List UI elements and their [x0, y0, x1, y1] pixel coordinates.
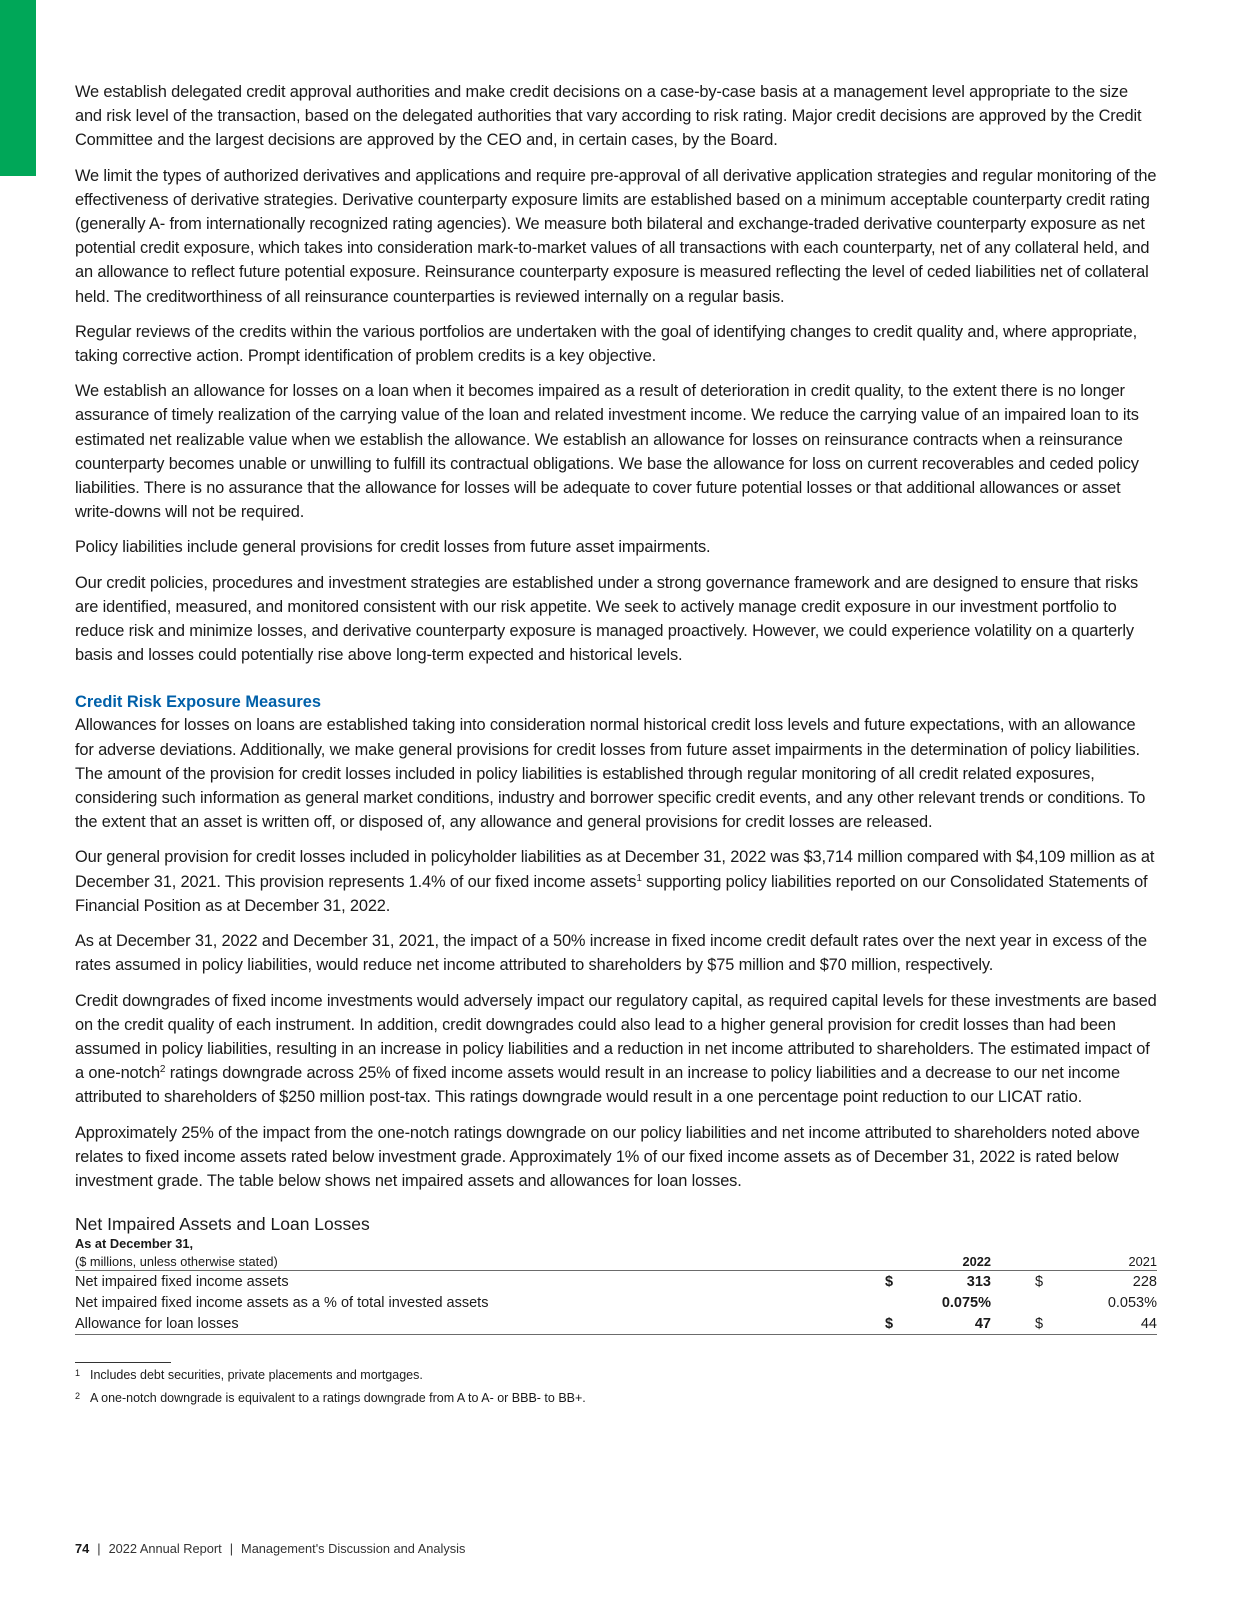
table-title: Net Impaired Assets and Loan Losses [75, 1214, 370, 1235]
section-heading-credit-risk: Credit Risk Exposure Measures [75, 693, 321, 712]
footnote-1 [75, 1363, 1157, 1386]
footer-separator: | [229, 1541, 234, 1556]
header-spacer [1035, 1252, 1059, 1271]
paragraph-regular-reviews: Regular reviews of the credits within the various portfolios are undertaken with the goal of identifying changes to credit quality and, where appropriate, taking corrective action. Prompt identification of problem credits is a key objective. [75, 322, 1138, 366]
row-label: Net impaired fixed income assets [75, 1273, 289, 1290]
footnote-ref: 2 [159, 1064, 166, 1076]
value-2021: 228 [1132, 1273, 1157, 1290]
footnote-ref: 1 [636, 872, 642, 884]
green-accent-bar [0, 0, 36, 176]
paragraph-credit-approval: We establish delegated credit approval authorities and make credit decisions on a case-by-case basis at a management level appropriate to the size and risk level of the transaction, based on the delegated authorities that vary according to risk rating. Major credit decisions are approved by the Credit Committee and the largest decisions are approved by the CEO and, in certain cases, by the Board. [75, 83, 1142, 150]
table-row [75, 1313, 1157, 1335]
currency-symbol [1035, 1292, 1059, 1313]
footnote-mark: 2 [75, 1391, 81, 1402]
main-content [75, 80, 1157, 1409]
value-2022: 0.075% [941, 1294, 991, 1311]
table-as-at: As at December 31, [75, 1236, 194, 1252]
cell-spacer [991, 1313, 1035, 1335]
row-label: Net impaired fixed income assets as a % of total invested assets [75, 1294, 489, 1311]
paragraph-policy-liabilities: Policy liabilities include general provisions for credit losses from future asset impairments. [75, 538, 711, 557]
table-row [75, 1271, 1157, 1293]
text-span: supporting policy liabilities reported on our Consolidated Statements of Financial Position as at December 31, 2022. [75, 872, 1148, 915]
footnote-text: A one-notch downgrade is equivalent to a ratings downgrade from A to A- or BBB- to BB+. [90, 1391, 586, 1406]
paragraph-allowances-loans: Allowances for losses on loans are established taking into consideration normal historical credit loss levels and future expectations, with an allowance for adverse deviations. Additionally, we make general provisions for credit losses from future asset impairments in the determination of policy liabilities. The amount of the provision for credit losses included in policy liabilities is established through regular monitoring of all credit related exposures, considering such information as general market conditions, industry and borrower specific credit events, and any other relevant trends or conditions. To the extent that an asset is written off, or disposed of, any allowance and general provisions for credit losses are released. [75, 716, 1146, 832]
impaired-assets-table [75, 1252, 1157, 1335]
paragraph-default-rates: As at December 31, 2022 and December 31, 2021, the impact of a 50% increase in fixed income credit default rates over the next year in excess of the rates assumed in policy liabilities, would reduce net income attributed to shareholders by $75 million and $70 million, respectively. [75, 932, 1148, 975]
page-footer [75, 1540, 465, 1558]
currency-symbol: $ [885, 1273, 894, 1290]
paragraph-general-provision [75, 845, 1157, 918]
currency-symbol: $ [1035, 1273, 1044, 1290]
row-label: Allowance for loan losses [75, 1313, 885, 1335]
paragraph-credit-downgrades [75, 989, 1157, 1110]
footnote-mark: 1 [75, 1368, 81, 1379]
value-2021: 0.053% [1107, 1294, 1157, 1311]
value-2021: 44 [1059, 1313, 1157, 1335]
footer-separator: | [97, 1541, 101, 1556]
footnote-2 [75, 1386, 1157, 1409]
cell-spacer [991, 1271, 1035, 1293]
header-spacer [885, 1252, 911, 1271]
text-span: Our general provision for credit losses included in policyholder liabilities as at December 31, 2022 was $3,714 million compared with $4,109 million as at December 31, 2021. This provision represents 1.4% of our fixed income assets [75, 848, 1155, 891]
column-header-2022: 2022 [911, 1252, 991, 1271]
currency-symbol: $ [885, 1313, 911, 1335]
paragraph-allowance-losses: We establish an allowance for losses on a loan when it becomes impaired as a result of deterioration in credit quality, to the extent there is no longer assurance of timely realization of the carrying value of the loan and related investment income. We reduce the carrying value of an impaired loan to its estimated net realizable value when we establish the allowance. We establish an allowance for losses on reinsurance contracts when a reinsurance counterparty becomes unable or unwilling to fulfill its contractual obligations. We base the allowance for loss on current recoverables and ceded policy liabilities. There is no assurance that the allowance for losses will be adequate to cover future potential losses or that additional allowances or asset write-downs will not be required. [75, 382, 1139, 522]
value-2022: 47 [911, 1313, 991, 1335]
footnote-text: Includes debt securities, private placements and mortgages. [90, 1368, 423, 1383]
table-units-label: ($ millions, unless otherwise stated) [75, 1252, 885, 1271]
footer-section-title: Management's Discussion and Analysis [241, 1541, 466, 1556]
text-span: ratings downgrade across 25% of fixed income assets would result in an increase to policy liabilities and a decrease to our net income attributed to shareholders of $250 million post-tax. This ratings downgrade would result in a one percentage point reduction to our LICAT ratio. [75, 1064, 1120, 1107]
paragraph-derivatives: We limit the types of authorized derivatives and applications and require pre-approval of all derivative application strategies and regular monitoring of the effectiveness of derivative strategies. Derivative counterparty exposure limits are established based on a minimum acceptable counterparty credit rating (generally A- from internationally recognized rating agencies). We measure both bilateral and exchange-traded derivative counterparty exposure as net potential credit exposure, which takes into consideration mark-to-market values of all transactions with each counterparty, net of any collateral held, and an allowance to reflect future potential exposure. Reinsurance counterparty exposure is measured reflecting the level of ceded liabilities net of collateral held. The creditworthiness of all reinsurance counterparties is reviewed internally on a regular basis. [75, 166, 1157, 306]
footer-report-title: 2022 Annual Report [108, 1541, 222, 1556]
header-spacer [991, 1252, 1035, 1271]
cell-spacer [991, 1292, 1035, 1313]
table-row [75, 1292, 1157, 1313]
text-span: Credit downgrades of fixed income investments would adversely impact our regulatory capital, as required capital levels for these investments are based on the credit quality of each instrument. In addition, credit downgrades could also lead to a higher general provision for credit losses than had been assumed in policy liabilities, resulting in an increase in policy liabilities and a reduction in net income attributed to shareholders. The estimated impact of a one-notch [75, 991, 1157, 1083]
paragraph-credit-policies: Our credit policies, procedures and investment strategies are established under a strong governance framework and are designed to ensure that risks are identified, measured, and monitored consistent with our risk appetite. We seek to actively manage credit exposure in our investment portfolio to reduce risk and minimize losses, and derivative counterparty exposure is managed proactively. However, we could experience volatility on a quarterly basis and losses could potentially rise above long-term expected and historical levels. [75, 573, 1139, 665]
currency-symbol [885, 1292, 911, 1313]
paragraph-one-notch: Approximately 25% of the impact from the one-notch ratings downgrade on our policy liabilities and net income attributed to shareholders noted above relates to fixed income assets rated below investment grade. Approximately 1% of our fixed income assets as of December 31, 2022 is rated below investment grade. The table below shows net impaired assets and allowances for loan losses. [75, 1123, 1140, 1190]
column-header-2021: 2021 [1059, 1252, 1157, 1271]
value-2022: 313 [966, 1273, 991, 1290]
page-number: 74 [75, 1541, 90, 1556]
currency-symbol: $ [1035, 1313, 1059, 1335]
table-header-row [75, 1252, 1157, 1271]
